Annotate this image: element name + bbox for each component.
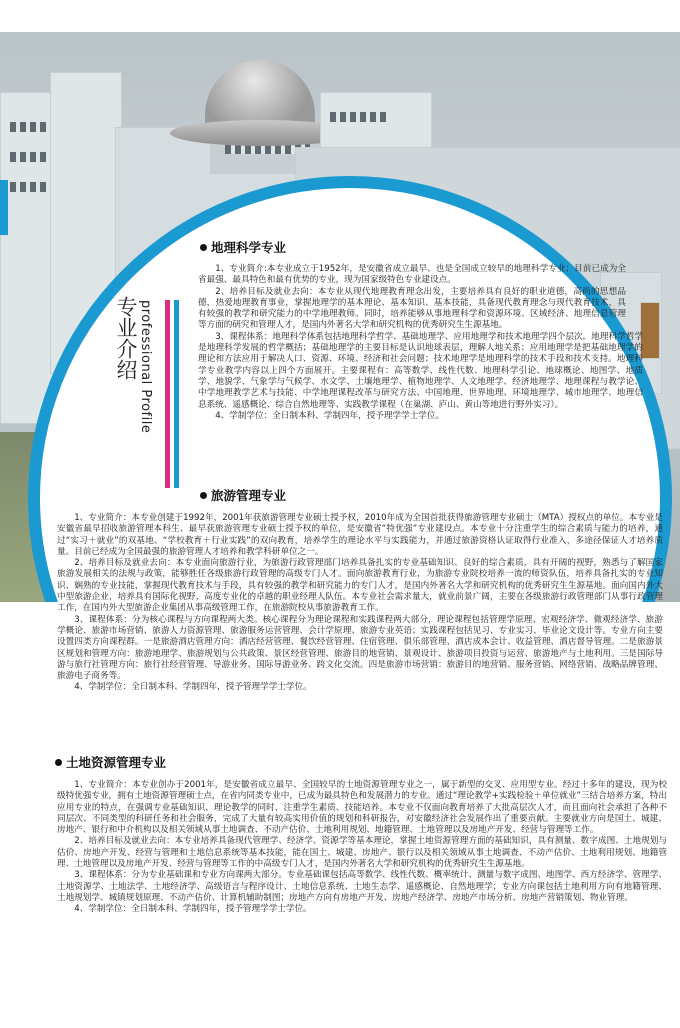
blue-divider xyxy=(174,300,179,488)
paragraph: 2、培养目标及就业去向：本专业面向旅游行业，为旅游行政管理部门培养具备扎实的专业基础知识、良好的综合素质，具有开阔的视野，熟悉与了解国家旅游发展相关的法规与政策，能够胜任各级旅游行政管理的高级专门人才。面向旅游教育行业，为旅游专业院校培养一流的师资队伍，培养具备扎实的专业知识、娴熟的专业技能，掌握现代教育技术与手段，具有较强的教学和研究能力的专门人才，是国内外著名大学和研究机构的优秀研究生生源基地。面向国内外大中型旅游企业，培养具有国际化视野、高度专业化的卓越的职业经理人队伍。本专业社会需求量大，就业前景广阔，主要在各级旅游行政管理部门从事行政管理工作，在国内外大型旅游企业集团从事高级管理工作，在旅游院校从事旅游教育工作。 xyxy=(57,558,663,614)
paragraph: 3、课程体系：分为专业基础课和专业方向课两大部分。专业基础课包括高等数学、线性代数、概率统计、测量与数字成图、地图学、西方经济学、管理学、土地资源学、土地法学、土地经济学、高级语言与程序设计、土地信息系统、土地生态学、遥感概论、自然地理学；专业方向课包括土地利用方向有地籍管理、土地规划学、城镇规划原理、不动产估价、计算机辅助制图；房地产方向有房地产开发、房地产经济学、房地产市场分析、房地产营销策划、物业管理。 xyxy=(57,870,667,903)
paragraph: 2、培养目标及就业去向：本专业从现代地理教育理念出发，主要培养具有良好的职业道德，高尚的思想品德，热爱地理教育事业，掌握地理学的基本理论、基本知识、基本技能，具备现代教育理念与现代教育技术，具有较强的教学和研究能力的中学地理教师。同时，培养能够从事地理科学和资源环境、区域经济、地理信息管理等方面的研究和管理人才，是国内外著名大学和研究机构的优秀研究生生源基地。 xyxy=(198,286,626,331)
paragraph: 1、专业简介：本专业创办于2001年，是安徽省成立最早、全国较早的土地资源管理专业之一，属于新型的交叉、应用型专业。经过十多年的建设，现为校级特优强专业，拥有土地资源管理硕士点，在省内同类专业中，已成为最具特色和发展潜力的专业。通过“理论教学+实践检验＋单位就业”三结合培养方案，特出应用专业的特点，在强调专业基础知识、理论教学的同时，注重学生素质、技能培养。本专业不仅面向教育培养了大批高层次人才，而且面向社会承担了各种不同层次、不同类型的科研任务和社会服务，完成了大量有较高实用价值的规划和科研报告，对安徽经济社会发展作出了重要贡献。主要就业方向是国土、城建、房地产、银行和中介机构以及相关领域从事土地调查、不动产估价、土地利用规划、地籍管理、土地管理以及房地产开发、经营与管理等工作。 xyxy=(57,780,667,836)
section-body-geography xyxy=(198,264,643,422)
section-body-land xyxy=(57,780,667,916)
paragraph: 1、专业简介:本专业成立于1952年，是安徽省成立最早、也是全国成立较早的地理科学专业；目前已成为全省最强、最具特色和最有优势的专业，现为国家级特色专业建设点。 xyxy=(198,264,626,286)
section-heading-geography xyxy=(200,238,286,256)
section-title: 旅游管理专业 xyxy=(211,488,287,503)
bullet-icon xyxy=(55,759,62,766)
paragraph: 2、培养目标及就业去向：本专业培养具备现代管理学、经济学、资源学等基本理论，掌握土地资源管理方面的基础知识，具有测量、数字成图、土地规划与估价、房地产开发、经营与管理和土地信息系统等基本技能，能在国土、城建、房地产、银行以及相关领域从事土地调查、不动产估价、土地利用规划、地籍管理、土地管理以及房地产开发、经营与管理等工作的中高级专门人才，是国内外著名大学和研究机构的优秀研究生生源基地。 xyxy=(57,836,667,870)
section-title: 地理科学专业 xyxy=(211,240,287,255)
paragraph: 3、课程体系：地理科学体系包括地理科学哲学、基础地理学、应用地理学和技术地理学四个层次。地理科学哲学是地理科学发展的哲学概括；基础地理学的主要目标是认识地球表层，理解人地关系；应用地理学是把基础地理学的理论和方法应用于解决人口、资源、环境、经济和社会问题；技术地理学是地理科学的技术手段和技术支持。地理科学专业教学内容以上四个方面展开。主要课程有：高等数学、线性代数、地理科学引论、地球概论、地图学、地质学、地貌学、气象学与气候学、水文学、土壤地理学、植物地理学、人文地理学、经济地理学、地理课程与教学论、中学地理教学艺术与技能、中学地理课程改革与研究方法、中国地理、世界地理、环境地理学、城市地理学、地理信息系统、遥感概论、综合自然地理等、实践教学课程（在巢湖、庐山、黄山等地进行野外实习）。 xyxy=(198,331,643,410)
paragraph: 4、学制学位：全日制本科、学制四年，授予理学学士学位。 xyxy=(215,410,445,421)
bullet-icon xyxy=(200,244,207,251)
section-body-tourism xyxy=(57,513,663,694)
section-heading-land xyxy=(55,753,166,771)
bullet-icon xyxy=(200,492,207,499)
paragraph: 1、专业简介：本专业创建于1992年，2001年获旅游管理专业硕士授予权，2010年成为全国首批获得旅游管理专业硕士（MTA）授权点的单位。本专业是安徽省最早招收旅游管理本科生、最早获旅游管理专业硕士授予权的单位，是安徽省“特优强”专业建设点。本专业十分注重学生的综合素质与能力的培养，通过“实习＋就业”的双基地、“学校教育＋行业实践”的双向教育，培养学生的理论水平与实践能力，并通过旅游资格认证取得行业准入，多途径保证人才培养质量。目前已经成为全国最强的旅游管理人才培养和教学科研单位之一。 xyxy=(57,513,663,557)
paragraph: 4、学制学位：全日制本科、学制四年，授予管理学学士学位。 xyxy=(74,682,312,693)
accent-strip xyxy=(0,180,8,235)
paragraph: 4、学制学位：全日制本科、学制四年，授予管理学学士学位。 xyxy=(74,904,312,915)
side-title-en: professional Profile xyxy=(138,300,153,434)
side-title-cn: 专业介绍 xyxy=(114,296,138,380)
paragraph: 3、课程体系：分为核心课程与方向课程两大类。核心课程分为理论课程和实践课程两大部分，理论课程包括管理学原理、宏观经济学、微观经济学、旅游学概论、旅游市场营销、旅游人力资源管理、旅游服务运营管理、会计学原理、旅游专业英语；实践课程包括见习、专业实习、毕业论文设计等。专业方向主要设置四类方向课程群。一是旅游酒店管理方向：酒店经营管理、餐饮经营管理、住宿管理、俱乐部管理、酒店成本会计、收益管理、酒店督导管理。二是旅游景区规划和管理方向：旅游地理学、旅游规划与公共政策、景区经营管理、旅游目的地营销、景观设计、旅游项目投资与运营、旅游地产与土地利用。三是国际导游与旅行社管理方向：旅行社经营管理、导游业务、国际导游业务、跨文化交流。四是旅游市场营销：旅游目的地营销、服务营销、网络营销、战略品牌管理、旅游电子商务等。 xyxy=(57,614,663,682)
pink-divider xyxy=(165,300,170,488)
section-heading-tourism xyxy=(200,486,286,504)
section-title: 土地资源管理专业 xyxy=(66,755,167,770)
